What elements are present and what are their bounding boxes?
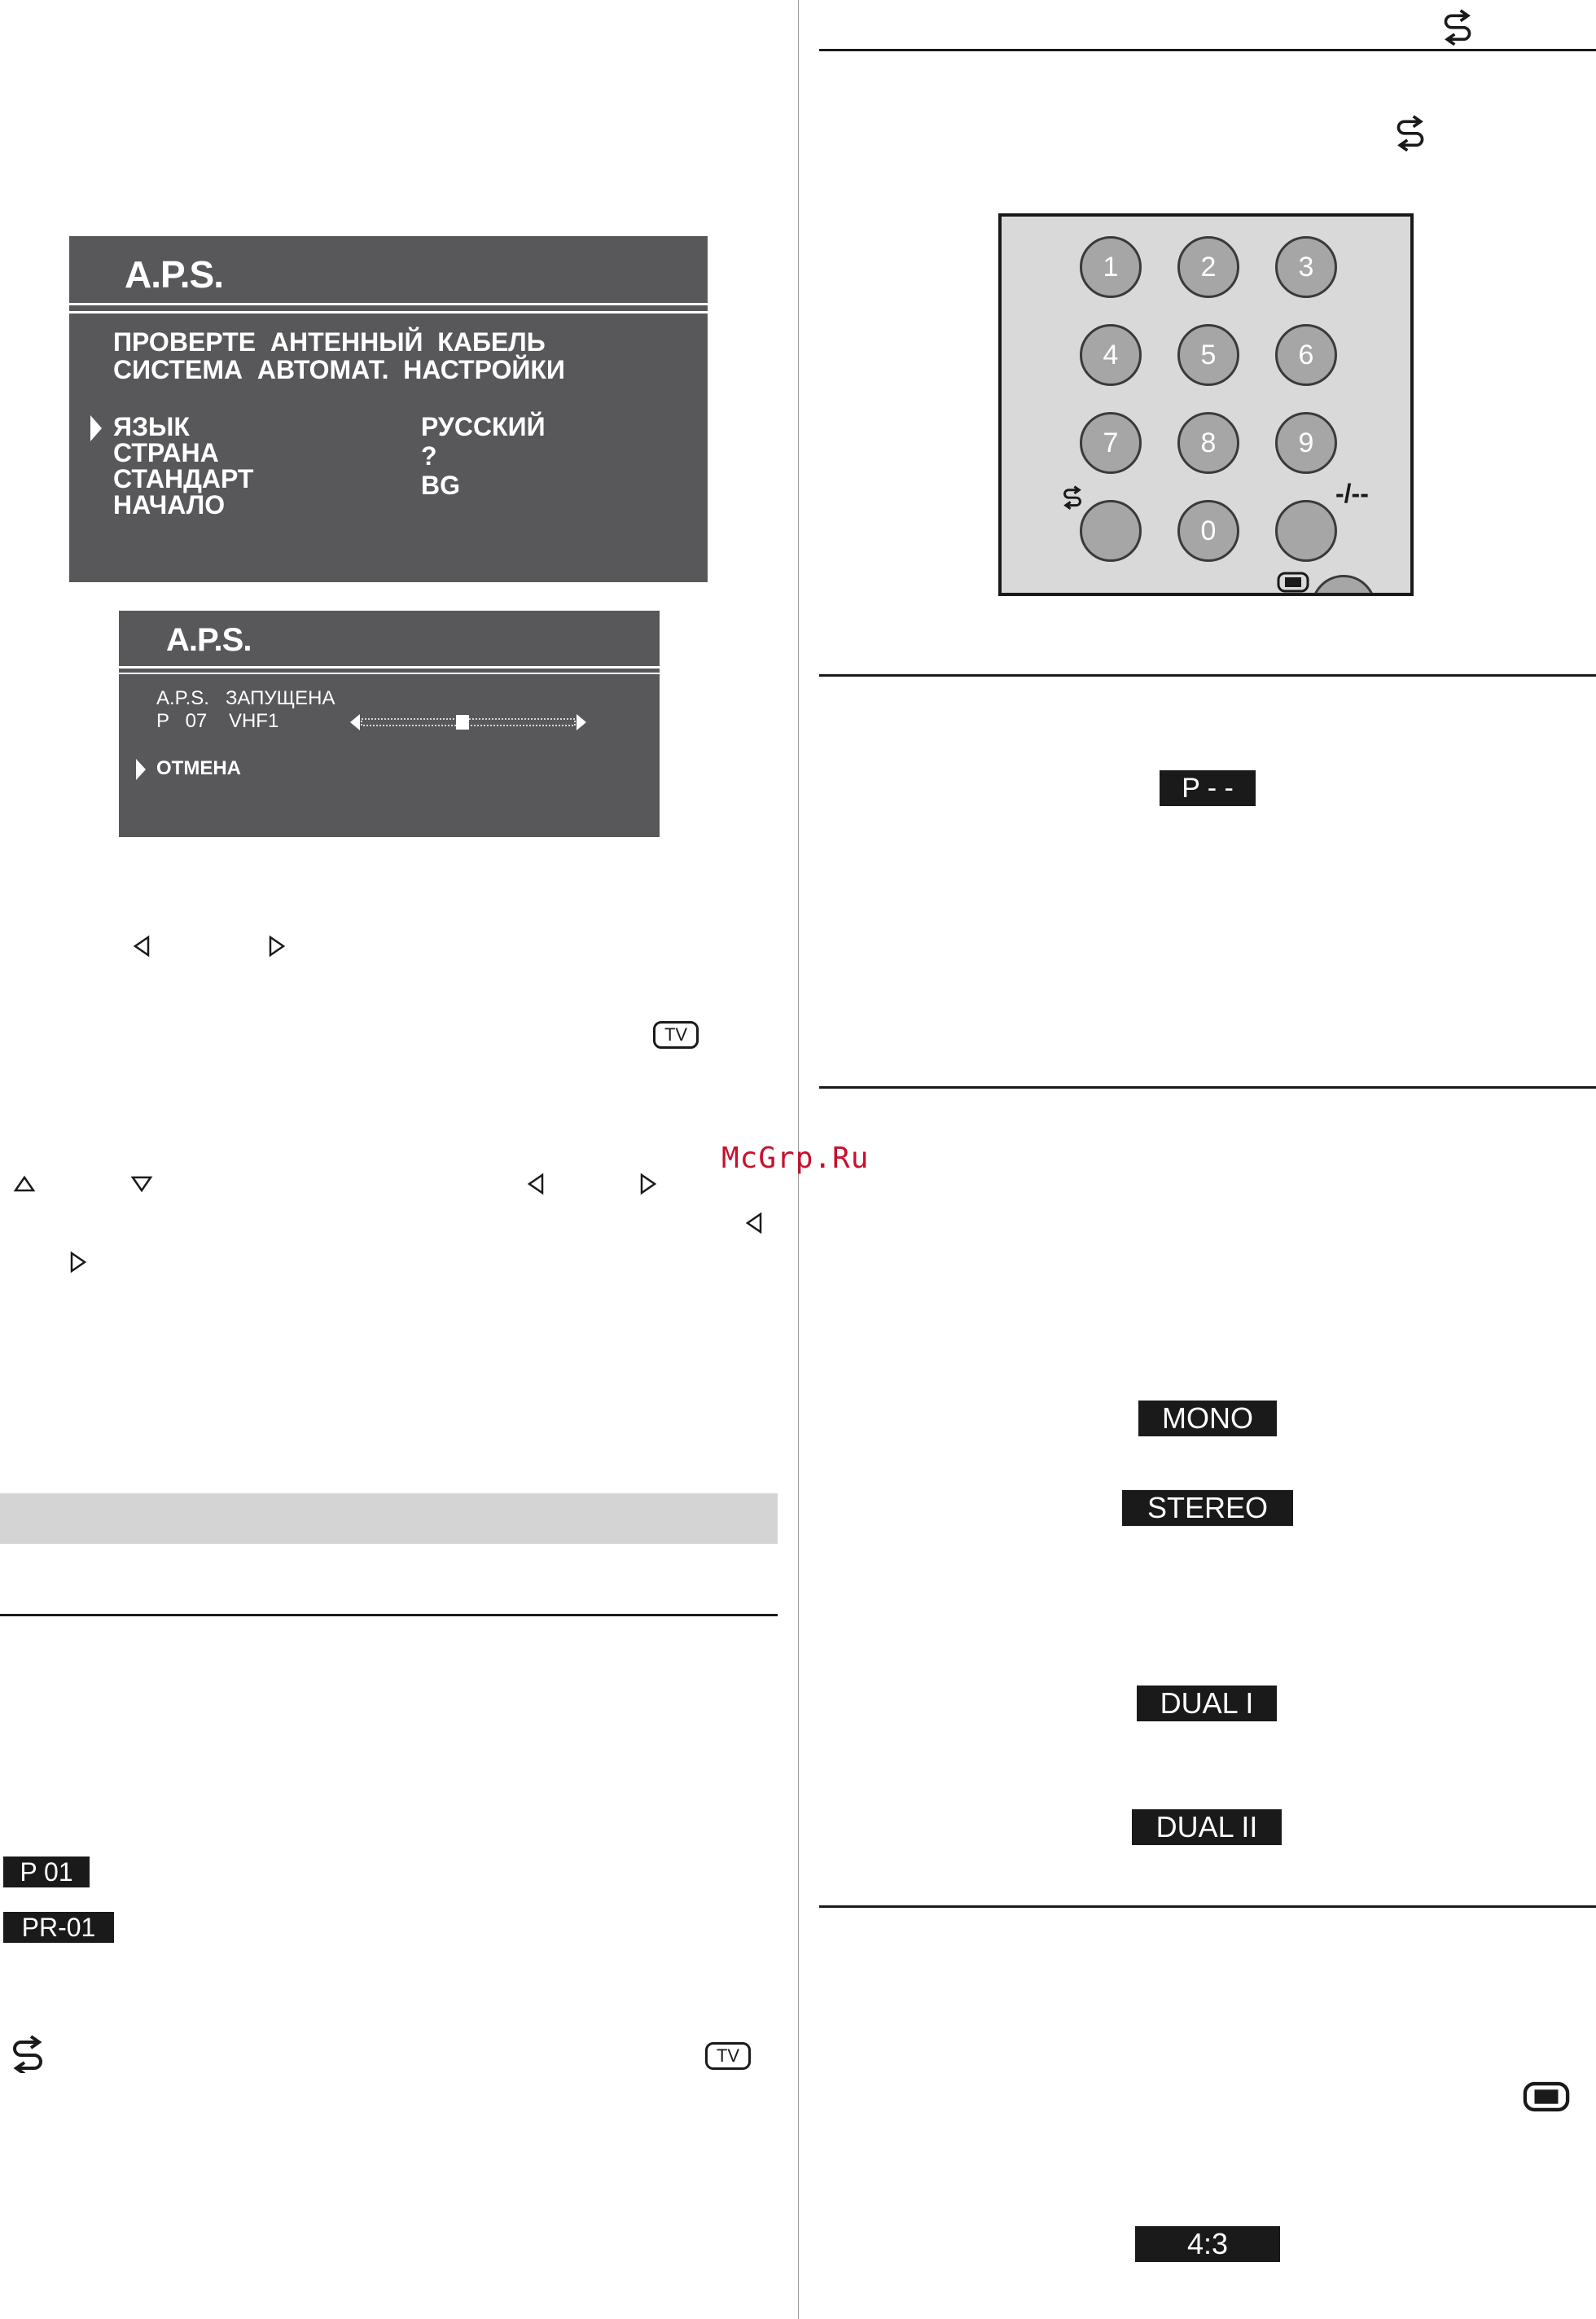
- channel-band-text: P 07 VHF1: [156, 710, 279, 732]
- program-number-tag: P 01: [3, 1857, 90, 1887]
- screen-format-icon: [1277, 572, 1309, 593]
- standard-value: BG: [421, 471, 460, 500]
- aps-status-text: A.P.S. ЗАПУЩЕНА: [156, 687, 335, 709]
- country-value: ?: [421, 441, 437, 471]
- key-1[interactable]: 1: [1080, 236, 1142, 298]
- section-divider: [819, 1905, 1596, 1908]
- right-arrow-icon: [638, 1173, 658, 1195]
- section-divider: [0, 1614, 778, 1616]
- aps-progress-title: A.P.S.: [166, 622, 252, 658]
- swap-icon: [1394, 112, 1427, 151]
- tv-icon: TV: [705, 2042, 751, 2070]
- aps-setup-menu: [69, 236, 708, 582]
- remote-keypad: [998, 213, 1414, 596]
- sound-stereo-tag: STEREO: [1122, 1490, 1293, 1526]
- sound-dual2-tag: DUAL II: [1132, 1809, 1282, 1845]
- up-arrow-icon: [13, 1174, 36, 1194]
- down-arrow-icon: [130, 1174, 153, 1194]
- screen-format-icon: [1523, 2081, 1570, 2112]
- section-divider: [819, 1086, 1596, 1089]
- key-5[interactable]: 5: [1177, 324, 1239, 386]
- menu-item-start[interactable]: НАЧАЛО: [113, 490, 226, 519]
- section-divider: [819, 674, 1596, 677]
- left-arrow-icon: [132, 935, 151, 958]
- tv-icon: TV: [653, 1021, 699, 1049]
- digit-mode-button[interactable]: [1275, 500, 1337, 562]
- selection-arrow-icon: [134, 757, 148, 782]
- left-arrow-icon: [744, 1212, 764, 1234]
- auto-tune-system-text: СИСТЕМА АВТОМАТ. НАСТРОЙКИ: [113, 355, 565, 384]
- key-3[interactable]: 3: [1275, 236, 1337, 298]
- swap-icon: [10, 2034, 46, 2073]
- menu-item-standard[interactable]: СТАНДАРТ: [113, 464, 254, 493]
- program-entry-tag: P - -: [1160, 770, 1256, 806]
- right-arrow-icon: [267, 935, 287, 958]
- key-7[interactable]: 7: [1080, 412, 1142, 474]
- watermark: McGrp.Ru: [721, 1142, 870, 1175]
- swap-icon: [1441, 7, 1474, 46]
- sound-dual1-tag: DUAL I: [1137, 1686, 1277, 1721]
- key-4[interactable]: 4: [1080, 324, 1142, 386]
- section-header-band: [0, 1493, 778, 1544]
- key-2[interactable]: 2: [1177, 236, 1239, 298]
- cancel-option[interactable]: ОТМЕНА: [156, 757, 241, 779]
- right-arrow-icon: [68, 1251, 88, 1273]
- left-arrow-icon: [526, 1173, 546, 1195]
- menu-item-language[interactable]: ЯЗЫК: [113, 412, 190, 441]
- menu-item-country[interactable]: СТРАНА: [113, 438, 219, 467]
- key-0[interactable]: 0: [1177, 500, 1239, 562]
- swap-icon: [1062, 484, 1083, 510]
- program-number-alt-tag: PR-01: [3, 1912, 114, 1943]
- aps-progress-menu: [119, 611, 660, 837]
- key-6[interactable]: 6: [1275, 324, 1337, 386]
- aps-setup-title: A.P.S.: [125, 253, 223, 296]
- digit-mode-label: -/--: [1335, 479, 1369, 508]
- language-value: РУССКИЙ: [421, 412, 546, 441]
- aspect-ratio-tag: 4:3: [1135, 2226, 1280, 2262]
- progress-bar: [349, 712, 588, 733]
- sound-mono-tag: MONO: [1138, 1401, 1277, 1436]
- screen-format-button[interactable]: [1311, 575, 1376, 596]
- section-divider: [819, 49, 1596, 51]
- swap-button[interactable]: [1080, 500, 1142, 562]
- key-9[interactable]: 9: [1275, 412, 1337, 474]
- key-8[interactable]: 8: [1177, 412, 1239, 474]
- antenna-check-text: ПРОВЕРТЕ АНТЕННЫЙ КАБЕЛЬ: [113, 327, 546, 357]
- selection-arrow-icon: [87, 414, 105, 443]
